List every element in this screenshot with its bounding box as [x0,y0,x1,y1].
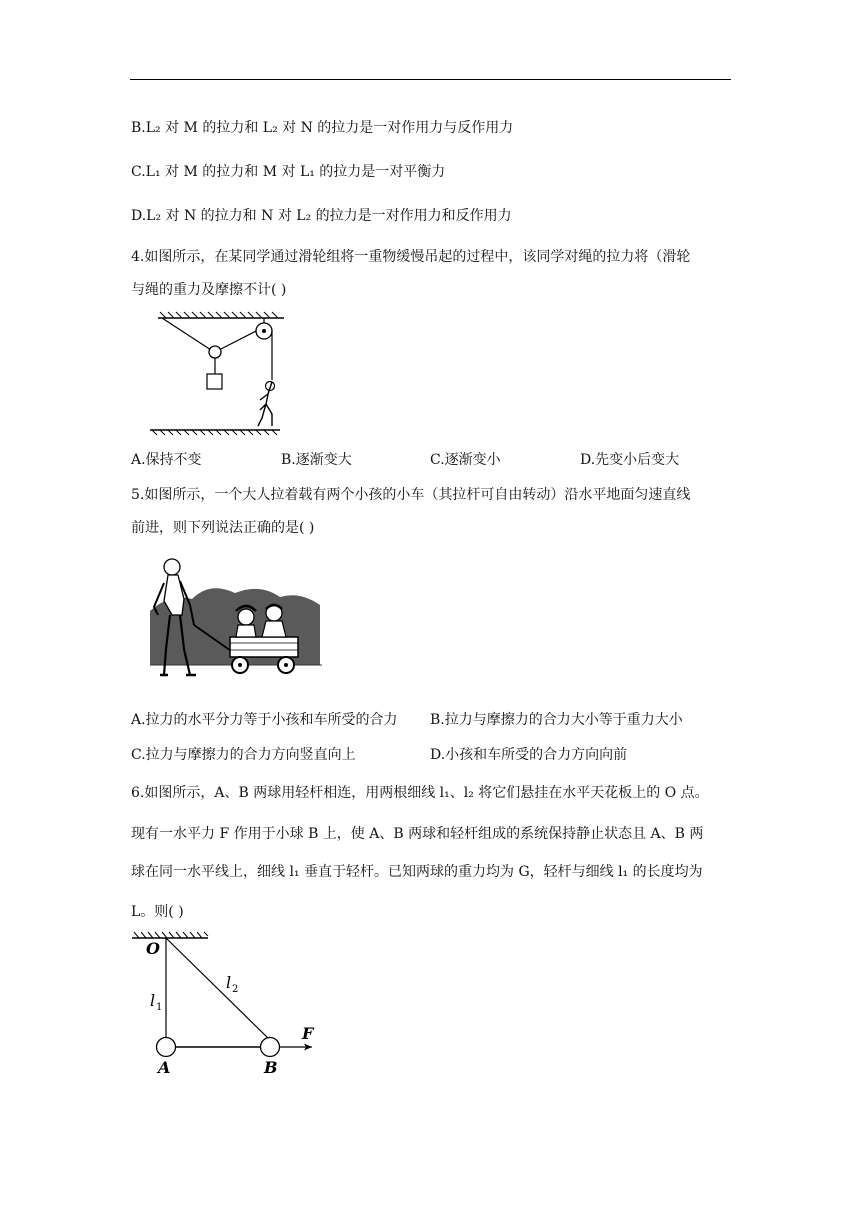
q6-stem-line1: 6.如图所示，A、B 两球用轻杆相连，用两根细线 l₁、l₂ 将它们悬挂在水平天花板上的 O 点。 [131,785,709,801]
q5-option-b: B.拉力与摩擦力的合力大小等于重力大小 [430,712,683,728]
label-l2-sub: 2 [232,984,239,995]
label-l1-sub: 1 [156,1002,163,1013]
q5-option-c: C.拉力与摩擦力的合力方向竖直向上 [131,747,356,763]
q4-stem-line2: 与绳的重力及摩擦不计( ) [131,282,287,298]
pulley-figure [148,310,288,438]
rod-balls-figure [128,930,328,1078]
q6-stem-line3: 球在同一水平线上，细线 l₁ 垂直于轻杆。已知两球的重力均为 G，轻杆与细线 l₁ 的长度均为 [131,864,703,880]
q5-stem-line1: 5.如图所示，一个大人拉着载有两个小孩的小车（其拉杆可自由转动）沿水平地面匀速直线 [131,487,691,503]
q3-option-d: D.L₂ 对 N 的拉力和 N 对 L₂ 的拉力是一对作用力和反作用力 [131,208,512,224]
label-b: B [264,1058,278,1077]
label-l1: l [150,991,156,1010]
q3-option-b: B.L₂ 对 M 的拉力和 L₂ 对 N 的拉力是一对作用力与反作用力 [131,120,514,136]
q4-option-a: A.保持不变 [131,452,202,468]
q5-option-d: D.小孩和车所受的合力方向向前 [430,747,628,763]
wagon-figure [150,553,322,686]
q6-stem-line4: L。则( ) [131,904,184,920]
q4-option-d: D.先变小后变大 [580,452,680,468]
q4-option-b: B.逐渐变大 [281,452,352,468]
label-l2: l [226,973,232,992]
label-f: F [302,1024,314,1043]
q4-stem-line1: 4.如图所示，在某同学通过滑轮组将一重物缓慢吊起的过程中，该同学对绳的拉力将（滑轮 [131,249,691,265]
q3-option-c: C.L₁ 对 M 的拉力和 M 对 L₁ 的拉力是一对平衡力 [131,164,446,180]
q5-option-a: A.拉力的水平分力等于小孩和车所受的合力 [131,712,398,728]
label-o: O [146,939,160,958]
header-rule [130,79,731,80]
label-a: A [158,1058,171,1077]
q6-stem-line2: 现有一水平力 F 作用于小球 B 上，使 A、B 两球和轻杆组成的系统保持静止状态且 A、B 两 [131,826,704,842]
q4-option-c: C.逐渐变小 [430,452,501,468]
q5-stem-line2: 前进，则下列说法正确的是( ) [131,520,315,536]
